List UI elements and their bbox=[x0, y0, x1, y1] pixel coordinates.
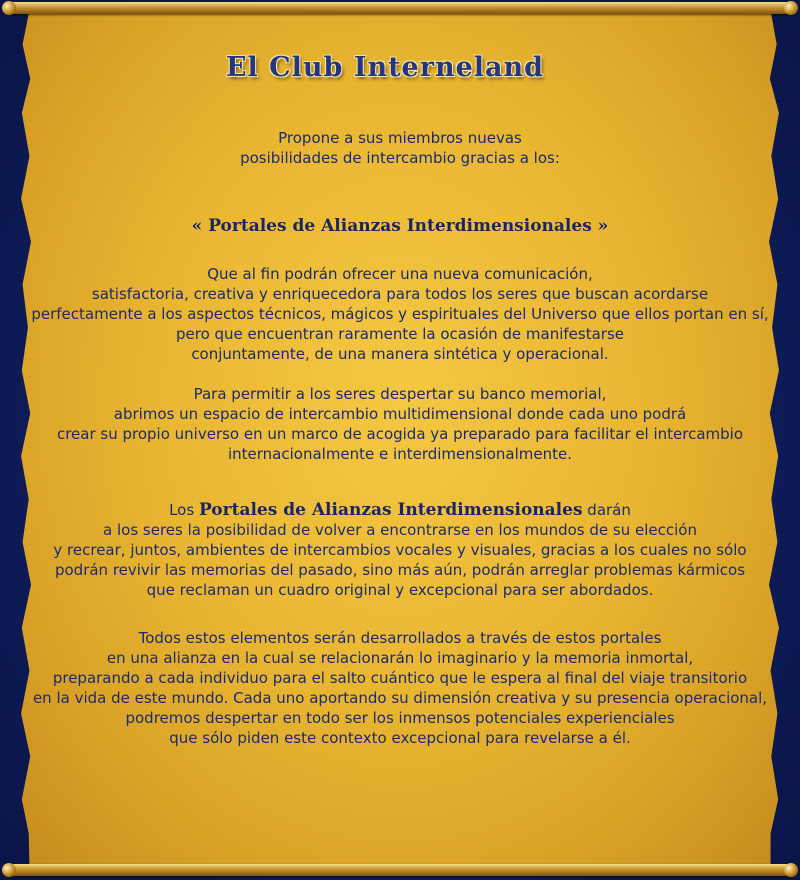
intro-line: Propone a sus miembros nuevas bbox=[278, 129, 522, 147]
paragraph-line: satisfactoria, creativa y enriquecedora para todos los seres que buscan acordarse bbox=[91, 285, 709, 303]
paragraph-lead-line bbox=[0, 500, 800, 520]
paragraph-line: internacionalmente e interdimensionalmente. bbox=[227, 445, 573, 463]
paragraph-line: Que al fin podrán ofrecer una nueva comunicación, bbox=[207, 265, 593, 283]
paragraph-quantum-leap bbox=[0, 628, 800, 748]
paragraph-line: en una alianza en la cual se relacionarán lo imaginario y la memoria inmortal, bbox=[106, 649, 694, 667]
paragraph-line: y recrear, juntos, ambientes de intercambios vocales y visuales, gracias a los cuales no sólo bbox=[53, 541, 747, 559]
intro-text bbox=[0, 128, 800, 168]
lead-after: darán bbox=[587, 501, 631, 519]
paragraph-communication bbox=[0, 264, 800, 364]
paragraph-line: pero que encuentran raramente la ocasión de manifestarse bbox=[175, 325, 625, 343]
portals-heading: « Portales de Alianzas Interdimensionales » bbox=[191, 216, 609, 236]
paragraph-line: conjuntamente, de una manera sintética y operacional. bbox=[191, 345, 609, 363]
paragraph-memory-bank bbox=[0, 384, 800, 464]
page-title: El Club Interneland bbox=[225, 52, 545, 83]
paragraph-line: a los seres la posibilidad de volver a encontrarse en los mundos de su elección bbox=[103, 521, 697, 539]
paragraph-line: crear su propio universo en un marco de acogida ya preparado para facilitar el intercambio bbox=[56, 425, 744, 443]
paragraph-line: que reclaman un cuadro original y excepcional para ser abordados. bbox=[146, 581, 654, 599]
paragraph-line: en la vida de este mundo. Cada uno aportando su dimensión creativa y su presencia operacional, bbox=[32, 689, 768, 707]
paragraph-line: Para permitir a los seres despertar su banco memorial, bbox=[193, 385, 607, 403]
paragraph-line: perfectamente a los aspectos técnicos, mágicos y espirituales del Universo que ellos portan en sí, bbox=[31, 305, 769, 323]
intro-line: posibilidades de intercambio gracias a los: bbox=[240, 149, 560, 167]
paragraph-line: preparando a cada individuo para el salto cuántico que le espera al final del viaje transitorio bbox=[52, 669, 748, 687]
paragraph-line: Todos estos elementos serán desarrollados a través de estos portales bbox=[138, 629, 662, 647]
paragraph-portals bbox=[0, 500, 800, 600]
paragraph-line: abrimos un espacio de intercambio multidimensional donde cada uno podrá bbox=[113, 405, 687, 423]
paragraph-line: podrán revivir las memorias del pasado, sino más aún, podrán arreglar problemas kármicos bbox=[54, 561, 746, 579]
lead-before: Los bbox=[169, 501, 195, 519]
portals-highlight: Portales de Alianzas Interdimensionales bbox=[198, 500, 583, 520]
paragraph-line: que sólo piden este contexto excepcional para revelarse a él. bbox=[169, 729, 631, 747]
paragraph-line: podremos despertar en todo ser los inmensos potenciales experienciales bbox=[125, 709, 675, 727]
